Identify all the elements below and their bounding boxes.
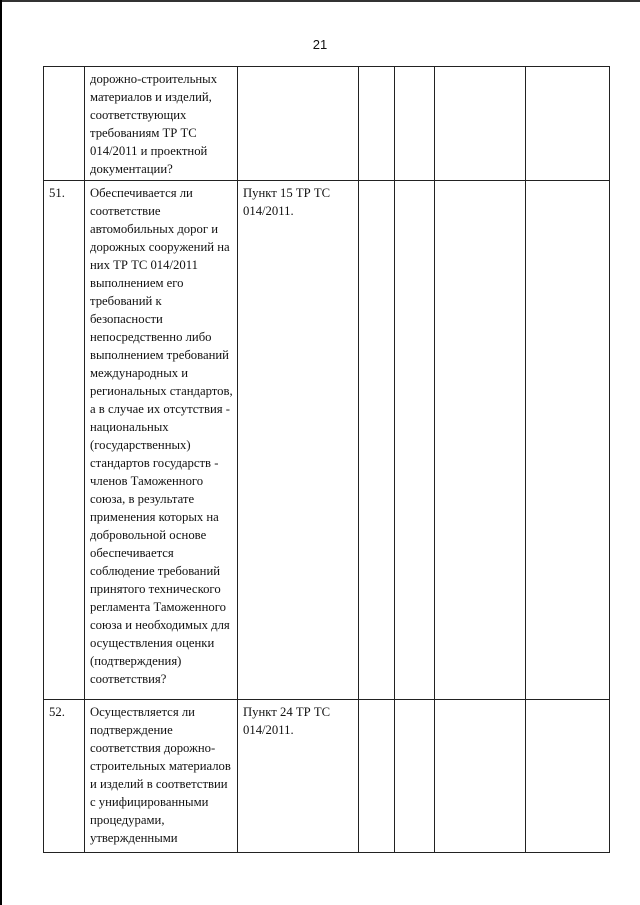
answer-not-applicable-cell [435, 181, 526, 700]
answer-no-cell [395, 700, 435, 853]
notes-cell [526, 700, 610, 853]
requirement-question: дорожно-строительных материалов и изделий, соответствующих требованиям ТР ТС 014/2011 и проектной документации? [85, 67, 238, 181]
answer-no-cell [395, 67, 435, 181]
table-row [44, 700, 610, 853]
page-number: 21 [312, 37, 328, 52]
answer-yes-cell [359, 67, 395, 181]
answer-not-applicable-cell [435, 67, 526, 181]
scan-top-border [0, 0, 640, 2]
table-row [44, 67, 610, 181]
notes-cell [526, 67, 610, 181]
answer-yes-cell [359, 181, 395, 700]
answer-not-applicable-cell [435, 700, 526, 853]
legal-reference [238, 67, 359, 181]
legal-reference: Пункт 24 ТР ТС 014/2011. [238, 700, 359, 853]
row-number: 51. [44, 181, 85, 700]
requirement-question: Обеспечивается ли соответствие автомобильных дорог и дорожных сооружений на них ТР ТС 014/2011 выполнением его требований к безопасности непосредственно либо выполнением требований международных и региональных стандартов, а в случае их отсутствия - национальных (государственных) стандартов государств - членов Таможенного союза, в результате применения которых на добровольной основе обеспечивается соблюдение требований принятого технического регламента Таможенного союза и необходимых для осуществления оценки (подтверждения) соответствия? [85, 181, 238, 700]
notes-cell [526, 181, 610, 700]
table-row [44, 181, 610, 700]
row-number: 52. [44, 700, 85, 853]
checklist-table [43, 66, 610, 853]
scan-left-border [0, 0, 2, 905]
row-number [44, 67, 85, 181]
answer-yes-cell [359, 700, 395, 853]
answer-no-cell [395, 181, 435, 700]
requirement-question: Осуществляется ли подтверждение соответствия дорожно-строительных материалов и изделий в соответствии с унифицированными процедурами, утвержденными [85, 700, 238, 853]
legal-reference: Пункт 15 ТР ТС 014/2011. [238, 181, 359, 700]
